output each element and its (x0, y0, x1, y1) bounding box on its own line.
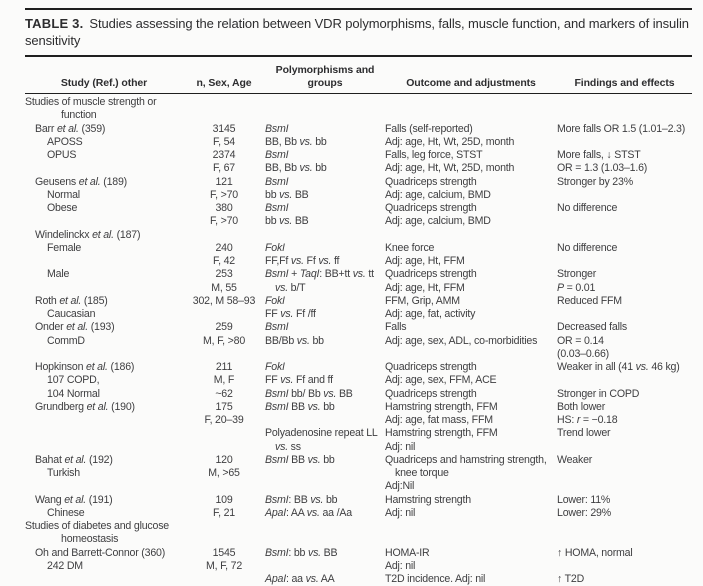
cell-col4: Falls (385, 321, 407, 334)
cell-col5 (557, 215, 692, 228)
cell-col5: Both lower (557, 400, 606, 413)
cell-col4: Adj: nil (385, 506, 416, 519)
cell-col3 (265, 109, 385, 122)
cell-col2 (183, 109, 265, 122)
table-row (25, 467, 692, 480)
table-row (25, 308, 692, 321)
cell-col4: Falls, leg force, STST (385, 149, 483, 161)
cell-col5 (557, 136, 692, 149)
cell-col4: Adj: nil (385, 440, 416, 453)
cell-col5: Decreased falls (557, 321, 628, 334)
cell-col1: OPUS (47, 149, 77, 161)
table-caption (25, 10, 692, 55)
cell-col2: 302, M 58–93 (192, 294, 256, 307)
cell-col2 (183, 229, 265, 242)
table-row (25, 573, 692, 586)
cell-col1: Bahat et al. (192) (35, 453, 113, 466)
cell-col3 (265, 229, 385, 242)
cell-col3: BB/Bb vs. bb (265, 334, 324, 347)
section-header-row (25, 96, 692, 109)
cell-col4: Adj: age, Ht, Wt, 25D, month (385, 135, 515, 148)
cell-col4 (385, 348, 557, 361)
cell-col4 (385, 520, 557, 533)
section-header-row (25, 533, 692, 546)
table-row (25, 348, 692, 361)
cell-col3: BsmI: bb vs. BB (265, 546, 338, 559)
cell-col1: 242 DM (47, 559, 83, 572)
cell-col3 (265, 414, 385, 427)
cell-col3 (265, 533, 385, 546)
cell-col3 (265, 560, 385, 573)
cell-col4: T2D incidence. Adj: nil (385, 573, 486, 585)
table-label: TABLE 3. (25, 16, 84, 31)
cell-col2 (183, 480, 265, 493)
cell-col1: Windelinckx et al. (187) (35, 228, 141, 241)
cell-col2 (183, 348, 265, 361)
cell-col4: Adj: age, calcium, BMD (385, 215, 491, 228)
column-header: n, Sex, Age (196, 76, 252, 89)
cell-col4: FFM, Grip, AMM (385, 294, 460, 307)
cell-col5 (557, 109, 692, 122)
cell-col2 (183, 427, 265, 440)
cell-col4 (385, 96, 557, 109)
cell-col3: BB, Bb vs. bb (265, 135, 327, 148)
table-row (25, 507, 692, 520)
cell-col5: Trend lower (557, 427, 611, 440)
cell-col2 (183, 520, 265, 533)
table-row (25, 282, 692, 295)
column-header: Study (Ref.) other (60, 76, 148, 89)
cell-col5: ↑ T2D (557, 573, 585, 585)
cell-col2: M, >65 (208, 467, 240, 479)
cell-col2: M, F (213, 374, 235, 387)
cell-col4: Knee force (385, 241, 435, 254)
cell-col2: F, 42 (213, 255, 235, 267)
table-row (25, 321, 692, 334)
table-row (25, 268, 692, 281)
cell-col2: M, 55 (211, 281, 237, 294)
table-body (25, 94, 692, 586)
cell-col1: Oh and Barrett-Connor (360) (35, 546, 166, 559)
cell-col5: ↑ HOMA, normal (557, 546, 633, 559)
column-headers (25, 57, 692, 93)
cell-col2: 253 (215, 268, 233, 281)
cell-col1 (25, 348, 183, 361)
cell-col5: Reduced FFM (557, 294, 622, 307)
cell-col5: P = 0.01 (557, 281, 596, 294)
table-row (25, 242, 692, 255)
cell-col2: 1545 (212, 546, 236, 559)
cell-col2: F, >70 (210, 188, 238, 201)
table-row (25, 335, 692, 348)
cell-col2: F, 21 (213, 506, 235, 519)
cell-col5: No difference (557, 241, 618, 254)
cell-col1: Chinese (47, 506, 85, 519)
table-row (25, 547, 692, 560)
cell-col4: Adj: nil (385, 559, 416, 572)
cell-col1: Wang et al. (191) (35, 493, 113, 506)
cell-col5 (557, 441, 692, 454)
table-row (25, 215, 692, 228)
cell-col4: Hamstring strength (385, 493, 471, 506)
cell-col1 (25, 162, 183, 175)
cell-col5 (557, 533, 692, 546)
cell-col3: BsmI BB vs. bb (265, 400, 335, 413)
cell-col5: HS: r = −0.18 (557, 414, 618, 426)
cell-col4 (385, 229, 557, 242)
cell-col1: Studies of muscle strength or (25, 96, 157, 108)
cell-col3: BsmI bb/ Bb vs. BB (265, 387, 353, 400)
cell-col2: 121 (215, 175, 233, 188)
cell-col5: Lower: 29% (557, 506, 611, 519)
table-row (25, 202, 692, 215)
cell-col4 (385, 109, 557, 122)
cell-col3: FokI (265, 294, 285, 307)
cell-col3: BsmI: BB vs. bb (265, 493, 338, 506)
cell-col4: Adj: age, calcium, BMD (385, 188, 491, 201)
column-header: Outcome and adjustments (406, 76, 536, 89)
table-row (25, 427, 692, 440)
cell-col2: 3145 (212, 122, 236, 135)
cell-col3: BsmI + TaqI: BB+tt vs. tt (265, 268, 374, 281)
cell-col5 (557, 467, 692, 480)
cell-col3: FF vs. Ff /ff (265, 308, 316, 320)
cell-col1 (25, 573, 183, 586)
cell-col2: ~62 (215, 387, 233, 400)
cell-col5: OR = 1.3 (1.03–1.6) (557, 162, 648, 175)
table-row (25, 494, 692, 507)
cell-col3: BsmI (265, 149, 289, 161)
table-sheet (25, 8, 692, 586)
cell-col1 (25, 441, 183, 454)
cell-col1: Barr et al. (359) (35, 122, 106, 135)
cell-col3: BsmI BB vs. bb (265, 453, 335, 466)
cell-col2: 211 (215, 361, 233, 373)
cell-col2: M, F, 72 (205, 559, 243, 572)
cell-col5: Stronger (557, 268, 597, 281)
cell-col4: Quadriceps strength (385, 202, 477, 214)
cell-col1 (25, 282, 183, 295)
cell-col5: OR = 0.14 (557, 334, 604, 347)
cell-col2: 175 (215, 400, 233, 413)
cell-col1: Turkish (47, 467, 80, 479)
cell-col1: Geusens et al. (189) (35, 175, 128, 188)
cell-col4: Adj: age, Ht, Wt, 25D, month (385, 162, 515, 175)
cell-col3: FF,Ff vs. Ff vs. ff (265, 255, 340, 267)
cell-col4: HOMA-IR (385, 546, 430, 559)
table-row (25, 162, 692, 175)
cell-col5 (557, 520, 692, 533)
cell-col4: knee torque (395, 467, 449, 479)
cell-col3: BsmI (265, 202, 289, 214)
cell-col1: APOSS (47, 135, 83, 148)
cell-col4 (385, 533, 557, 546)
table-row (25, 176, 692, 189)
cell-col3: BB, Bb vs. bb (265, 162, 327, 175)
cell-col3: vs. b/T (275, 281, 306, 294)
cell-col4: Adj: age, sex, ADL, co-morbidities (385, 334, 538, 347)
cell-col5 (557, 560, 692, 573)
cell-col1: Normal (47, 188, 80, 201)
cell-col2 (183, 573, 265, 586)
cell-col1: Onder et al. (193) (35, 321, 115, 334)
cell-col5: More falls, ↓ STST (557, 149, 641, 161)
cell-col4: Hamstring strength, FFM (385, 400, 498, 413)
table-row (25, 229, 692, 242)
table-row (25, 441, 692, 454)
cell-col3 (265, 96, 385, 109)
cell-col3: FF vs. Ff and ff (265, 374, 333, 387)
cell-col5: Weaker in all (41 vs. 46 kg) (557, 361, 680, 373)
table-row (25, 374, 692, 387)
cell-col5: Stronger in COPD (557, 387, 640, 400)
cell-col1 (25, 414, 183, 427)
cell-col2: 240 (215, 241, 233, 254)
cell-col5 (557, 480, 692, 493)
cell-col4: Adj: age, Ht, FFM (385, 255, 465, 267)
cell-col5: Stronger by 23% (557, 175, 633, 188)
cell-col2: M, F, >80 (202, 334, 246, 347)
table-row (25, 361, 692, 374)
cell-col4: Hamstring strength, FFM (385, 427, 498, 440)
cell-col3 (265, 467, 385, 480)
column-header: Polymorphisms and groups (275, 64, 375, 89)
cell-col3: FokI (265, 241, 285, 254)
cell-col1: 107 COPD, (47, 374, 100, 387)
cell-col1: Obese (47, 202, 78, 214)
cell-col3 (265, 348, 385, 361)
cell-col5 (557, 308, 692, 321)
section-header-row (25, 520, 692, 533)
table-row (25, 136, 692, 149)
cell-col4: Adj: age, fat, activity (385, 308, 476, 320)
table-row (25, 480, 692, 493)
cell-col4: Adj:Nil (385, 480, 415, 493)
cell-col4: Adj: age, fat mass, FFM (385, 414, 493, 426)
cell-col1: Hopkinson et al. (186) (35, 361, 135, 373)
cell-col2: F, >70 (210, 215, 238, 228)
cell-col3: Polyadenosine repeat LL (265, 427, 378, 440)
cell-col2 (183, 533, 265, 546)
table-row (25, 295, 692, 308)
cell-col5: No difference (557, 202, 618, 214)
cell-col4: Quadriceps strength (385, 361, 477, 373)
cell-col5: (0.03–0.66) (557, 347, 609, 360)
cell-col2: 380 (215, 202, 233, 214)
cell-col3: bb vs. BB (265, 215, 309, 228)
cell-col1: Grundberg et al. (190) (35, 400, 135, 413)
cell-col3: FokI (265, 361, 285, 373)
cell-col2 (183, 96, 265, 109)
cell-col5 (557, 96, 692, 109)
cell-col1: Roth et al. (185) (35, 294, 108, 307)
cell-col5 (557, 229, 692, 242)
cell-col1 (25, 480, 183, 493)
cell-col4: Quadriceps and hamstring strength, (385, 453, 547, 466)
cell-col1: function (61, 109, 97, 122)
cell-col1 (25, 255, 183, 268)
cell-col1: Male (47, 268, 70, 281)
cell-col5: More falls OR 1.5 (1.01–2.3) (557, 122, 686, 135)
cell-col2: 120 (215, 453, 233, 466)
cell-col3: ApaI: aa vs. AA (265, 573, 335, 585)
cell-col4: Adj: age, sex, FFM, ACE (385, 374, 497, 387)
cell-col1: Studies of diabetes and glucose (25, 520, 169, 532)
cell-col1: 104 Normal (47, 387, 100, 400)
table-row (25, 255, 692, 268)
cell-col2: 2374 (212, 149, 236, 161)
cell-col2: F, 54 (213, 135, 235, 148)
cell-col2: 109 (215, 493, 233, 506)
table-row (25, 401, 692, 414)
cell-col3 (265, 480, 385, 493)
cell-col5 (557, 374, 692, 387)
cell-col3: bb vs. BB (265, 188, 309, 201)
cell-col5 (557, 255, 692, 268)
table-row (25, 560, 692, 573)
column-header: Findings and effects (574, 76, 675, 89)
cell-col1 (25, 215, 183, 228)
table-row (25, 454, 692, 467)
cell-col1: Female (47, 241, 82, 254)
cell-col5: Weaker (557, 453, 593, 466)
cell-col3: BsmI (265, 321, 289, 334)
cell-col4: Quadriceps strength (385, 175, 477, 188)
cell-col3 (265, 520, 385, 533)
cell-col1: homeostasis (61, 533, 119, 546)
cell-col2: 259 (215, 321, 233, 334)
cell-col2: F, 67 (213, 162, 235, 175)
cell-col5 (557, 189, 692, 202)
section-header-row (25, 109, 692, 122)
table-row (25, 189, 692, 202)
table-row (25, 414, 692, 427)
cell-col1 (25, 427, 183, 440)
cell-col4: Quadriceps strength (385, 268, 477, 281)
cell-col3: ApaI: AA vs. aa /Aa (265, 506, 352, 519)
table-title: Studies assessing the relation between VDR polymorphisms, falls, muscle function, and markers of insulin sensitivity (25, 16, 689, 48)
cell-col4: Falls (self-reported) (385, 122, 473, 135)
cell-col1: CommD (47, 334, 85, 347)
cell-col3: vs. ss (275, 440, 301, 453)
cell-col2 (183, 441, 265, 454)
cell-col3: BsmI (265, 122, 289, 135)
table-row (25, 388, 692, 401)
table-row (25, 123, 692, 136)
cell-col3: BsmI (265, 175, 289, 188)
cell-col4: Adj: age, Ht, FFM (385, 281, 465, 294)
table-row (25, 149, 692, 162)
cell-col2: F, 20–39 (204, 414, 244, 426)
cell-col5: Lower: 11% (557, 493, 611, 506)
cell-col4: Quadriceps strength (385, 387, 477, 400)
cell-col1: Caucasian (47, 308, 96, 320)
cell-col2 (183, 308, 265, 321)
